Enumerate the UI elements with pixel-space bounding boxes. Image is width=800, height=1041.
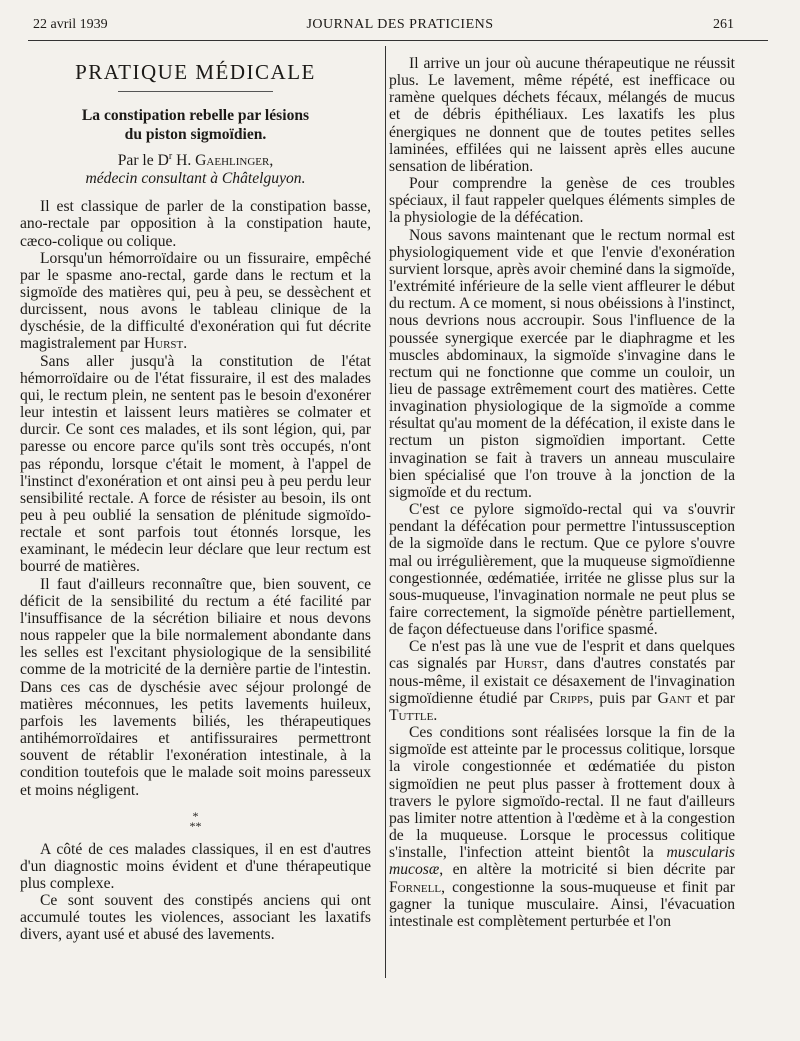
right-column [389,55,735,930]
header-journal-title: JOURNAL DES PRATICIENS [306,17,494,32]
header-date: 22 avril 1939 [33,17,108,32]
article-title-line1: La constipation rebelle par lésions [81,107,310,124]
paragraph: Il est classique de parler de la constipation basse, ano-rectale par opposition à la constipation haute, cæco-colique ou colique. [20,198,371,250]
left-column [20,52,371,944]
paragraph-text: et par [697,689,735,707]
paragraph-text: , congestionne la sous-muqueuse et finit par gagner la tunique musculaire. Ainsi, l'évacuation intestinale est complètement perturbée et l'on [389,878,735,930]
paragraph-text: Lorsqu'un hémorroïdaire ou un fissuraire, empêché par le spasme ano-rectal, garde dans le rectum et la sigmoïde des matières qui, peu à peu, se dessèchent et durcissent, nous avons le tableau clinique de la dyschésie, de la difficulté d'exonération qui fut décrite magistralement par [20,249,371,353]
header-page-number: 261 [713,17,734,32]
cited-author: Fornell [389,878,442,896]
article-title-line2: du piston sigmoïdien. [124,126,267,143]
author-affiliation: médecin consultant à Châtelguyon. [85,170,306,188]
author-name: Gaehlinger, [195,152,274,170]
paragraph: Pour comprendre la genèse de ces troubles spéciaux, il faut rappeler quelques éléments simples de la physiologie de la défécation. [389,175,735,227]
section-title: PRATIQUE MÉDICALE [75,60,316,84]
paragraph-text: , en altère la motricité si bien décrite par [439,861,735,879]
paragraph: Nous savons maintenant que le rectum normal est physiologiquement vide et que l'envie d'exonération survient lorsque, après avoir cheminé dans la sigmoïde, l'extrémité inférieure de la selle vient affleurer le début du rectum. A ce moment, si nous obéissions à l'instinct, nous devrions nous accroupir. Sous l'influence de la poussée synergique exercée par le diaphragme et les muscles abdominaux, la sigmoïde s'invagine dans le rectum qui ne fonctionne que comme un couloir, un lieu de passage extrêmement court des matières. Cette invagination physiologique de la sigmoïde a comme résultat qu'au moment de la défécation, il existe dans le rectum un piston sigmoïdien important. Cette invagination se fait à travers un anneau musculaire bien spécialisé que l'on trouve à la jonction de la sigmoïde et du rectum. [389,226,736,501]
byline-prefix: Par le D [117,152,169,170]
paragraph [389,724,735,930]
paragraph-text: Ce n'est pas là une vue de l'esprit et dans quelques cas signalés par [389,638,735,673]
paragraph: Il arrive un jour où aucune thérapeutique ne réussit plus. Le lavement, même répété, est inefficace ou ramène quelques déchets fécaux, mélangés de mucus et de débris épithéliaux. Les laxatifs les plus énergiques ne donnent que de toutes petites selles laminées, effilées qui ne laissent après elles aucune sensation de libération. [389,55,735,175]
byline-sup: r [168,151,173,162]
paragraph: Il faut d'ailleurs reconnaître que, bien souvent, ce déficit de la sensibilité du rectum a été facilité par l'insuffisance de la sécrétion biliaire et nous devons nous rappeler que la bile normalement abondante dans les selles est l'excitant physiologique de la sensibilité comme de la motricité de la dernière partie de l'intestin. Dans ces cas de dyschésie avec séjour prolongé de matières méconnues, les petits lavements huileux, parfois les lavements biliés, les thérapeutiques antihémorroïdaires et antifissuraires permettront souvent de rétablir l'exonération intestinale, à la condition toutefois que le malade soit moins paresseux et moins négligent. [20,575,371,799]
paragraph: Ce sont souvent des constipés anciens qui ont accumulé toutes les violences, associant les laxatifs divers, ayant usé et abusé des lavements. [20,892,371,944]
latin-term: muscularis mucosæ [389,844,735,879]
paragraph [20,250,371,353]
article-title [20,106,371,144]
header-rule [28,40,768,41]
column-divider [385,46,386,978]
section-separator: * ** [189,808,202,833]
paragraph-text: , dans d'autres constatés par nous-même, il existait ce désaxement de l'invagination sigmoïdienne étudié par [389,655,735,707]
cited-author: Tuttle [389,706,434,724]
paragraph: A côté de ces malades classiques, il en est d'autres d'un diagnostic moins évident et d'une thérapeutique plus complexe. [20,840,371,892]
paragraph-text: . [433,706,438,724]
section-title-rule [118,91,273,92]
cited-author: Hurst. [143,335,188,353]
cited-author: Cripps [549,689,590,707]
running-header [28,17,772,37]
paragraph: C'est ce pylore sigmoïdo-rectal qui va s'ouvrir pendant la défécation pour permettre l'intussusception de la sigmoïde dans le rectum. Que ce pylore s'ouvre mal ou irrégulièrement, que la muqueuse sigmoïdienne congestionnée, œdématiée, irritée ne glisse plus sur la sous-muqueuse, l'invagination normale ne peut plus se faire correctement, la sigmoïde pénètre partiellement, de façon défectueuse dans l'orifice spasmé. [389,501,735,639]
cited-author: Gant [657,689,692,707]
cited-author: Hurst [504,655,544,673]
paragraph-text: , puis par [589,689,652,707]
byline-initial: H. [176,152,192,170]
paragraph [389,638,735,724]
paragraph: Sans aller jusqu'à la constitution de l'état hémorroïdaire ou de l'état fissuraire, il est des malades qui, le rectum plein, ne sentent pas le besoin d'exonérer leur intestin et laissent leurs matières se colmater et durcir. Ce sont ces malades, et ils sont légion, qui, par paresse ou encore parce qu'ils sont très occupés, n'ont pas répondu, lorsque c'était le moment, à l'appel de l'instinct d'exonération et ont ainsi peu à peu perdu leur sensibilité rectale. A force de résister au besoin, ils ont peu à peu oublié la sensation de plénitude sigmoïdo-rectale et sont parfois tout étonnés lorsque, les examinant, le médecin leur déclare que leur rectum est bourré de matières. [20,352,371,576]
paragraph-text: Ces conditions sont réalisées lorsque la fin de la sigmoïde est atteinte par le processus colitique, lorsque la virole congestionnée et œdématiée du piston sigmoïdien ne peut plus passer à frottement doux à travers le pylore sigmoïdo-rectal. Il ne faut d'ailleurs pas limiter notre attention à l'œdème et à la congestion de la muqueuse. Lorsque le processus colitique s'installe, l'infection atteint bientôt la [389,724,735,862]
byline [20,148,371,170]
